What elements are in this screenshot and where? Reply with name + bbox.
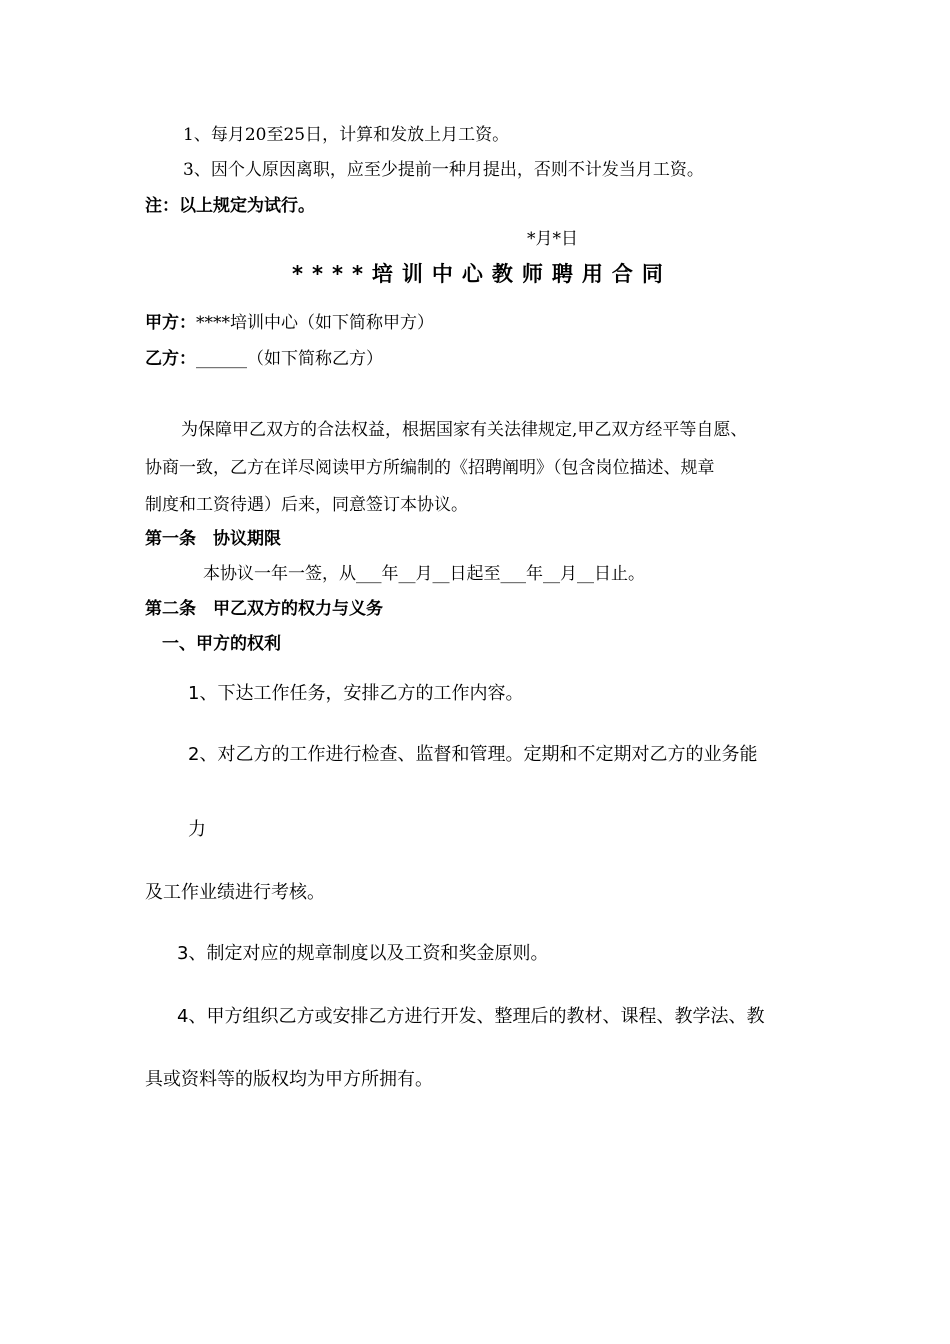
party-a-label: 甲方： bbox=[145, 313, 196, 333]
right-item-2-line-2: 力 bbox=[188, 819, 206, 840]
right-item-3: 3、制定对应的规章制度以及工资和奖金原则。 bbox=[177, 943, 549, 964]
article-2-heading: 第二条 甲乙双方的权力与义务 bbox=[145, 599, 383, 619]
intro-line-2: 协商一致，乙方在详尽阅读甲方所编制的《招聘阐明》（包含岗位描述、规章 bbox=[145, 458, 715, 478]
right-item-1: 1、下达工作任务，安排乙方的工作内容。 bbox=[188, 683, 524, 704]
rule-item-1: 1、每月20至25日，计算和发放上月工资。 bbox=[183, 125, 510, 145]
right-item-2-line-1: 2、对乙方的工作进行检查、监督和管理。定期和不定期对乙方的业务能 bbox=[188, 744, 758, 765]
article-1-body: 本协议一年一签，从___年__月__日起至___年__月__日止。 bbox=[203, 564, 645, 584]
rules-note: 注：以上规定为试行。 bbox=[145, 196, 315, 216]
intro-line-3: 制度和工资待遇）后来，同意签订本协议。 bbox=[145, 495, 468, 515]
right-item-2-line-3: 及工作业绩进行考核。 bbox=[145, 882, 325, 903]
article-1-heading: 第一条 协议期限 bbox=[145, 529, 281, 549]
right-item-4-line-1: 4、甲方组织乙方或安排乙方进行开发、整理后的教材、课程、教学法、教 bbox=[177, 1006, 765, 1027]
intro-line-1: 为保障甲乙双方的合法权益，根据国家有关法律规定,甲乙双方经平等自愿、 bbox=[181, 420, 748, 440]
party-b bbox=[145, 351, 383, 368]
contract-title: ****培训中心教师聘用合同 bbox=[292, 262, 672, 286]
right-item-4-line-2: 具或资料等的版权均为甲方所拥有。 bbox=[145, 1069, 433, 1090]
section-1-heading: 一、甲方的权利 bbox=[162, 634, 281, 654]
date-line: *月*日 bbox=[527, 229, 578, 249]
party-b-value: ______（如下简称乙方） bbox=[196, 349, 383, 369]
party-a bbox=[145, 315, 434, 332]
party-a-value: ****培训中心（如下简称甲方） bbox=[196, 313, 434, 333]
party-b-label: 乙方： bbox=[145, 349, 196, 369]
rule-item-3: 3、因个人原因离职，应至少提前一种月提出，否则不计发当月工资。 bbox=[183, 160, 704, 180]
